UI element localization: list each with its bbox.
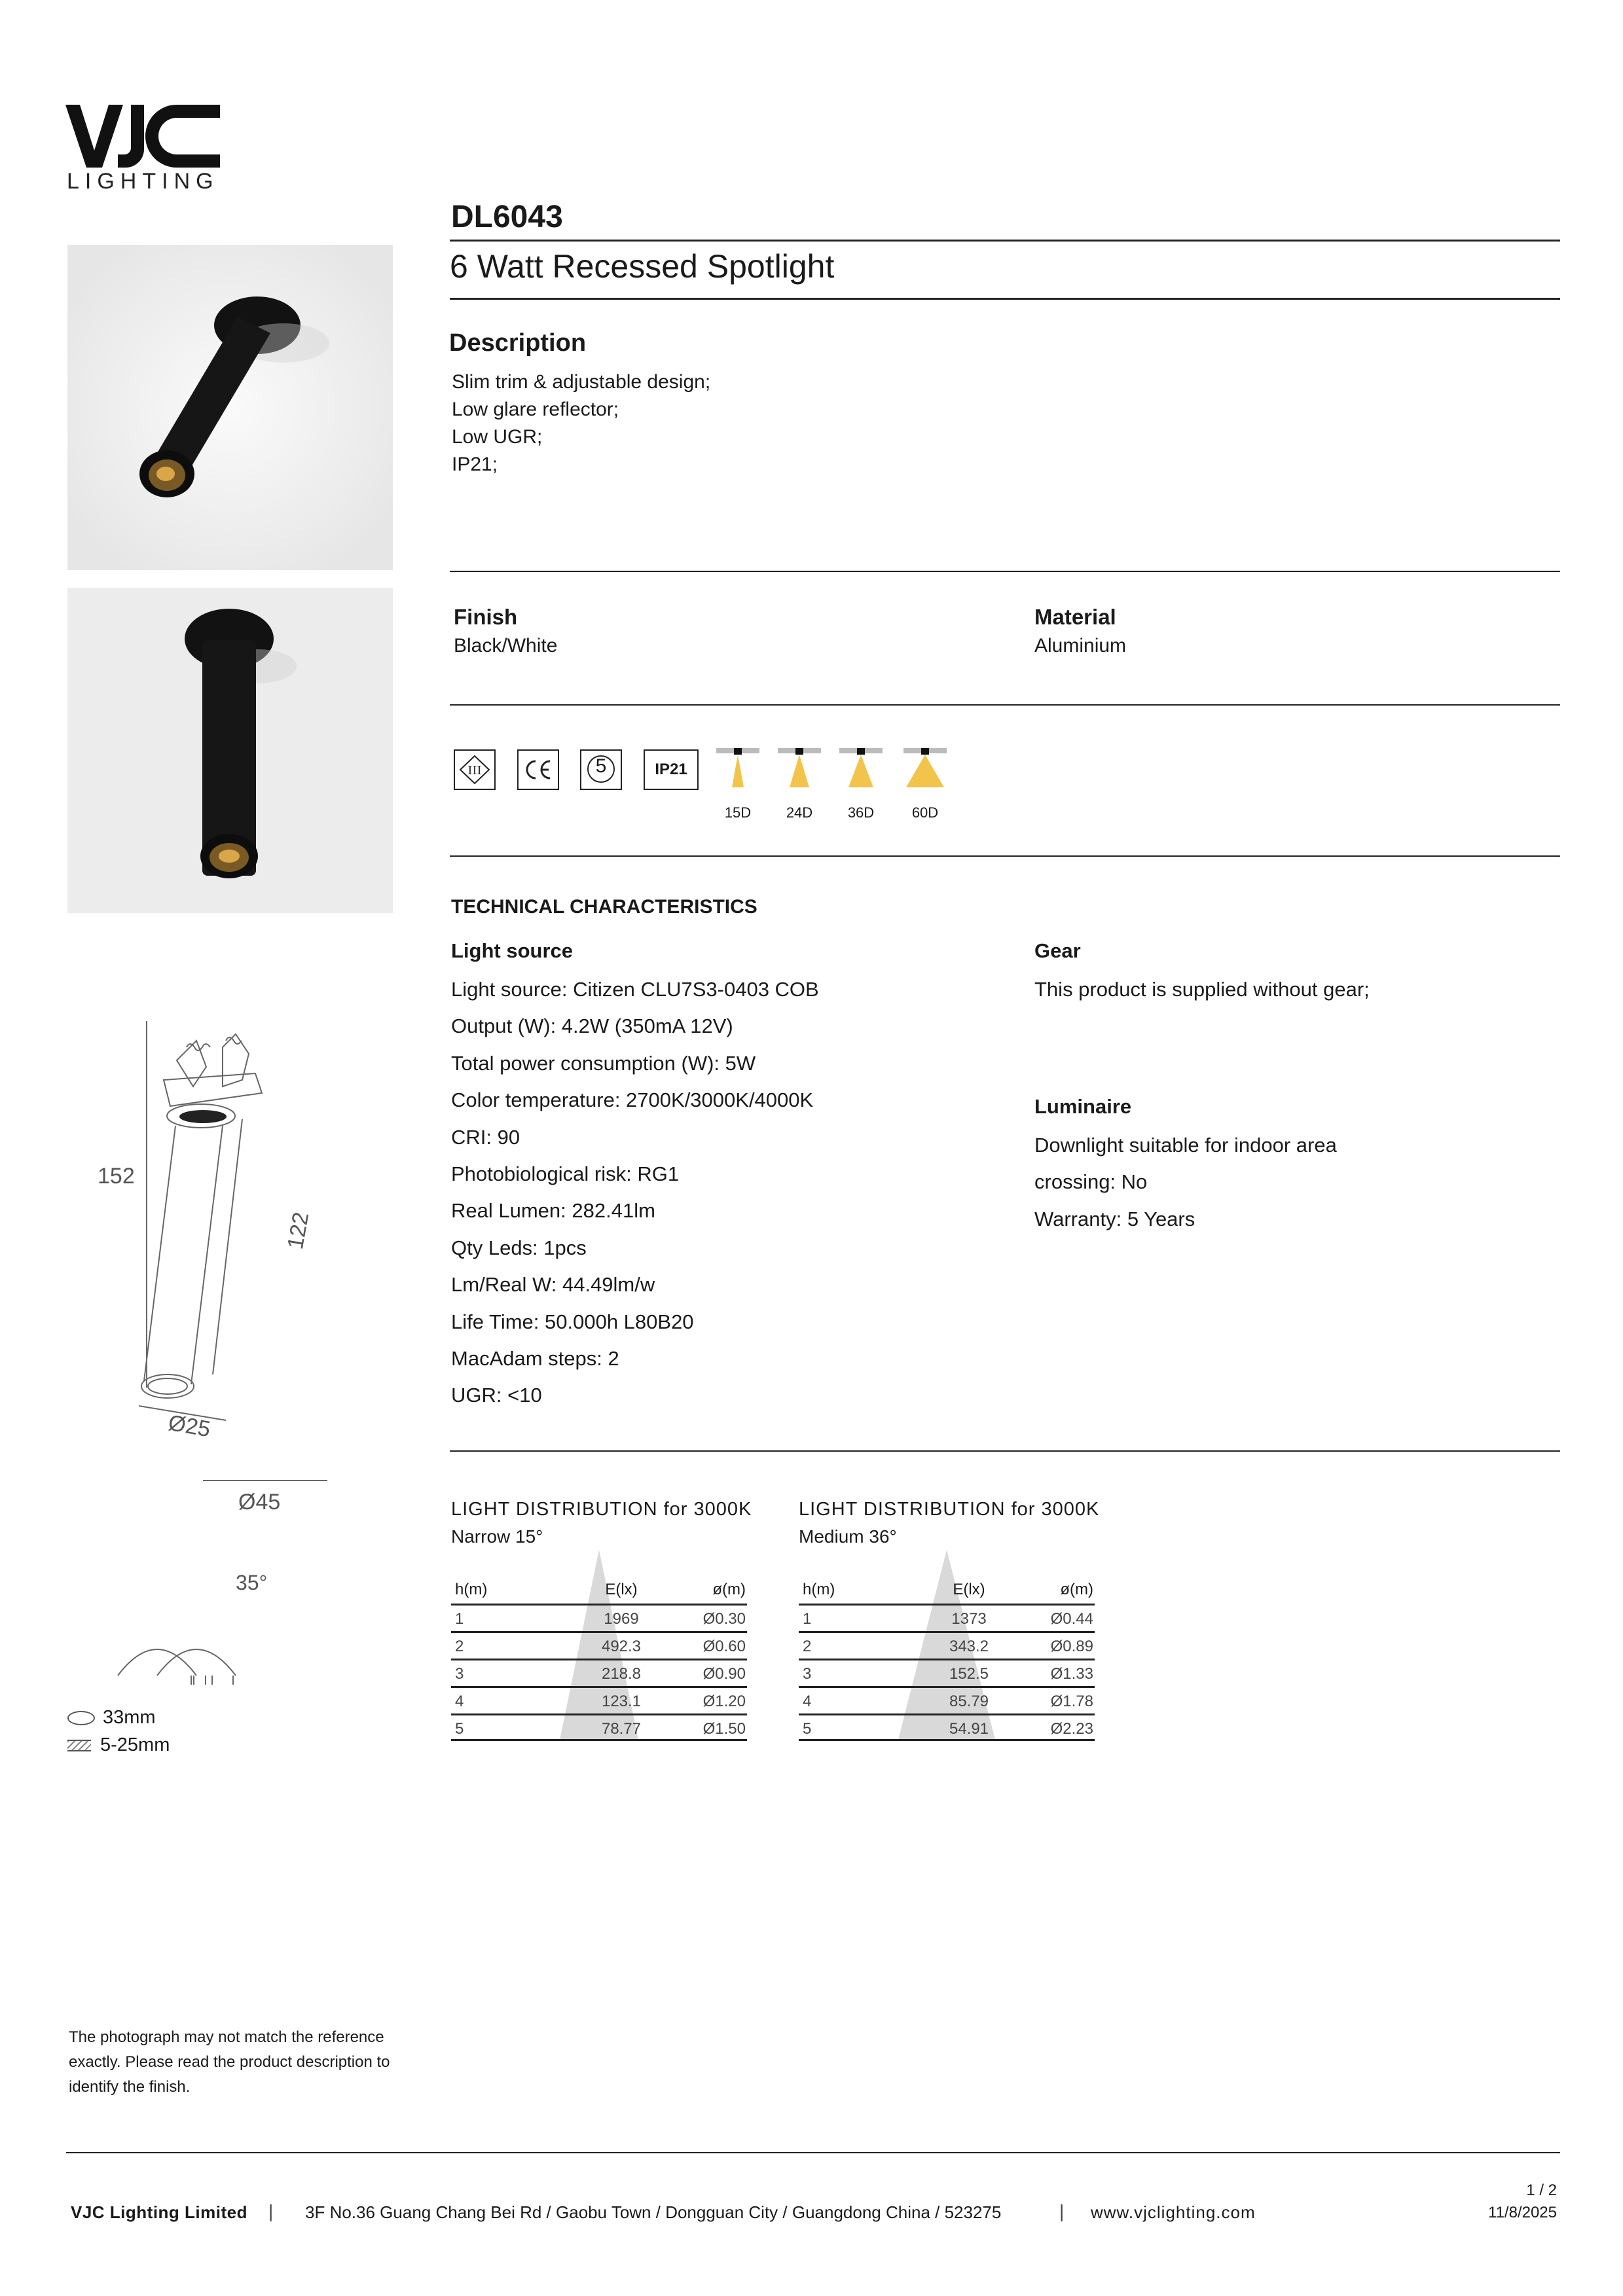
beam-36-icon	[839, 748, 883, 793]
cell-d: Ø1.33	[1050, 1665, 1093, 1683]
description-item: Low glare reflector;	[452, 399, 619, 420]
spec-item: Warranty: 5 Years	[1034, 1207, 1195, 1230]
spec-item: Lm/Real W: 44.49lm/w	[451, 1273, 655, 1297]
section-rule	[450, 855, 1560, 857]
beam-24-icon	[778, 748, 821, 793]
cell-h: 2	[455, 1638, 464, 1655]
gear-list	[1034, 971, 1370, 1008]
cell-h: 3	[803, 1665, 812, 1683]
cell-d: Ø0.90	[702, 1665, 746, 1683]
page-number: 1 / 2	[1526, 2181, 1557, 2199]
section-rule	[450, 1450, 1560, 1452]
light-distribution-table-medium	[799, 1576, 1095, 1741]
product-photo-vertical	[67, 588, 393, 913]
beam-15-icon	[716, 748, 759, 793]
header-d: ø(m)	[1060, 1581, 1093, 1598]
table-row	[799, 1604, 1095, 1631]
description-item: Low UGR;	[452, 426, 543, 448]
product-code: DL6043	[451, 200, 563, 234]
cell-d: Ø0.44	[1050, 1610, 1093, 1628]
footer-company: VJC Lighting Limited	[71, 2202, 247, 2222]
cell-e: 152.5	[949, 1665, 989, 1683]
title-rule-bottom	[450, 298, 1560, 300]
spec-item: Light source: Citizen CLU7S3-0403 COB	[451, 978, 819, 1001]
description-list	[452, 368, 710, 478]
dimension-trim-diameter: Ø45	[238, 1490, 281, 1515]
beam-60-icon	[903, 748, 947, 793]
dimension-tilt-angle: 35°	[236, 1571, 268, 1594]
description-item: IP21;	[452, 454, 498, 475]
title-rule-top	[450, 240, 1560, 242]
spec-item: Real Lumen: 282.41lm	[451, 1199, 655, 1223]
table-row	[799, 1659, 1095, 1686]
document-date: 11/8/2025	[1488, 2204, 1557, 2221]
spec-item: Downlight suitable for indoor area	[1034, 1134, 1337, 1157]
footer-website[interactable]: www.vjclighting.com	[1091, 2202, 1256, 2222]
luminaire-list	[1034, 1127, 1337, 1238]
spec-item: CRI: 90	[451, 1125, 520, 1149]
table-row	[451, 1631, 747, 1659]
cell-d: Ø2.23	[1050, 1720, 1093, 1738]
cutout-value: 33mm	[103, 1707, 156, 1728]
light-source-heading: Light source	[451, 939, 574, 962]
footer-rule	[66, 2152, 1560, 2153]
footer-address: 3F No.36 Guang Chang Bei Rd / Gaobu Town / Dongguan City / Guangdong China / 523275	[305, 2202, 1002, 2222]
light-distribution-subtitle: Medium 36°	[799, 1526, 897, 1547]
cell-d: Ø0.30	[702, 1610, 746, 1628]
light-distribution-title: LIGHT DISTRIBUTION for 3000K	[451, 1499, 752, 1520]
product-photo-angled	[67, 245, 393, 570]
table-row	[799, 1631, 1095, 1659]
logo-subtext: LIGHTING	[67, 169, 219, 194]
cell-d: Ø0.89	[1050, 1638, 1093, 1655]
spec-item: This product is supplied without gear;	[1034, 978, 1370, 1001]
five-year-label: 5	[595, 755, 607, 777]
cell-e: 78.77	[601, 1720, 642, 1738]
cell-h: 5	[455, 1720, 464, 1738]
finish-label: Finish	[454, 605, 518, 629]
cell-e: 218.8	[601, 1665, 642, 1683]
light-distribution-table-narrow	[451, 1576, 747, 1741]
footer-separator: |	[268, 2201, 274, 2221]
gear-heading: Gear	[1034, 939, 1081, 962]
finish-value: Black/White	[454, 635, 558, 656]
beam-label-60: 60D	[911, 804, 939, 821]
product-name: 6 Watt Recessed Spotlight	[450, 248, 835, 285]
spec-item: UGR: <10	[451, 1384, 542, 1407]
table-row	[451, 1659, 747, 1686]
svg-text:III: III	[467, 764, 482, 778]
dimension-drawing	[65, 1008, 354, 1728]
ceiling-thickness-row	[67, 1734, 170, 1756]
spec-item: Photobiological risk: RG1	[451, 1162, 680, 1185]
ceiling-thickness-icon	[67, 1740, 91, 1751]
material-label: Material	[1034, 605, 1116, 629]
cutout-row	[67, 1707, 156, 1729]
section-rule	[450, 704, 1560, 706]
cell-e: 343.2	[949, 1638, 989, 1655]
cell-h: 1	[803, 1610, 812, 1628]
vjc-logo	[65, 105, 220, 168]
technical-heading: TECHNICAL CHARACTERISTICS	[451, 896, 757, 918]
table-row	[451, 1686, 747, 1713]
table-row	[451, 1713, 747, 1741]
dimension-height: 152	[98, 1164, 135, 1189]
header-h: h(m)	[455, 1581, 488, 1598]
cell-e: 54.91	[949, 1720, 989, 1738]
beam-label-15: 15D	[724, 804, 752, 821]
spec-item: Output (W): 4.2W (350mA 12V)	[451, 1014, 733, 1038]
cell-e: 1969	[604, 1610, 639, 1628]
cell-d: Ø1.50	[702, 1720, 746, 1738]
cell-e: 123.1	[601, 1693, 642, 1710]
spec-item: Qty Leds: 1pcs	[451, 1236, 587, 1259]
table-row	[451, 1604, 747, 1631]
header-e: E(lx)	[605, 1581, 638, 1598]
dimension-tube-diameter: Ø25	[166, 1410, 213, 1443]
table-header	[799, 1576, 1095, 1604]
spec-item: crossing: No	[1034, 1170, 1148, 1194]
cell-h: 4	[803, 1693, 812, 1710]
cell-d: Ø0.60	[702, 1638, 746, 1655]
luminaire-heading: Luminaire	[1034, 1095, 1132, 1118]
table-row	[799, 1713, 1095, 1741]
cell-h: 2	[803, 1638, 812, 1655]
cell-e: 85.79	[949, 1693, 989, 1710]
spec-item: Color temperature: 2700K/3000K/4000K	[451, 1088, 814, 1112]
cell-e: 492.3	[601, 1638, 642, 1655]
cell-h: 3	[455, 1665, 464, 1683]
description-item: Slim trim & adjustable design;	[452, 371, 711, 393]
five-year-warranty-icon	[580, 749, 622, 790]
header-d: ø(m)	[712, 1581, 746, 1598]
dimension-tube-length: 122	[283, 1210, 314, 1251]
cell-e: 1373	[951, 1610, 987, 1628]
material-value: Aluminium	[1034, 635, 1127, 656]
beam-label-24: 24D	[786, 804, 813, 821]
table-row	[799, 1686, 1095, 1713]
table-header	[451, 1576, 747, 1604]
description-heading: Description	[449, 329, 587, 357]
footer-separator: |	[1059, 2201, 1065, 2221]
cutout-icon	[67, 1711, 95, 1725]
ip21-icon: IP21	[644, 749, 699, 790]
cell-d: Ø1.20	[702, 1693, 746, 1710]
cell-h: 5	[803, 1720, 812, 1738]
section-rule	[450, 571, 1560, 572]
header-e: E(lx)	[953, 1581, 985, 1598]
cell-h: 1	[455, 1610, 464, 1628]
ce-mark-icon	[517, 749, 559, 790]
beam-label-36: 36D	[847, 804, 875, 821]
spec-item: Total power consumption (W): 5W	[451, 1051, 756, 1075]
cell-h: 4	[455, 1693, 464, 1710]
light-distribution-title: LIGHT DISTRIBUTION for 3000K	[799, 1499, 1100, 1520]
light-source-list	[451, 971, 819, 1414]
header-h: h(m)	[803, 1581, 835, 1598]
photo-disclaimer: The photograph may not match the reference exactly. Please read the product description to identify the finish.	[69, 2028, 390, 2096]
spec-item: Life Time: 50.000h L80B20	[451, 1310, 694, 1333]
spec-item: MacAdam steps: 2	[451, 1346, 619, 1370]
cell-d: Ø1.78	[1050, 1693, 1093, 1710]
class-iii-icon	[454, 749, 496, 790]
ceiling-thickness-value: 5-25mm	[100, 1734, 170, 1755]
light-distribution-subtitle: Narrow 15°	[451, 1526, 543, 1547]
